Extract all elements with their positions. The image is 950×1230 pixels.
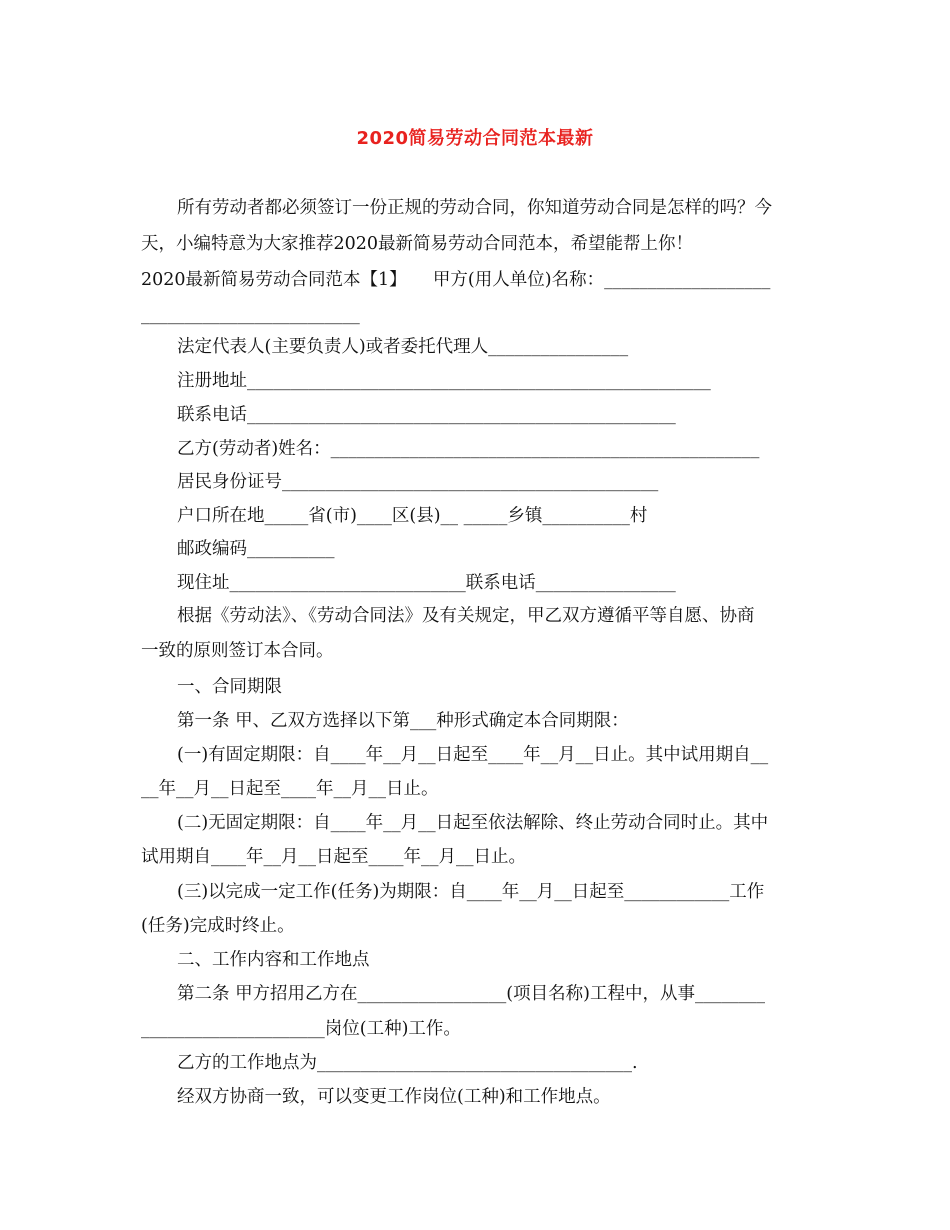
section-heading-work: 二、工作内容和工作地点 <box>177 950 370 970</box>
id-number-line: 居民身份证号___________________________________________ <box>177 472 659 492</box>
section-heading-term: 一、合同期限 <box>177 677 282 697</box>
open-term-line-1: (二)无固定期限：自____年__月__日起至依法解除、终止劳动合同时止。其中 <box>177 813 769 833</box>
article-1-line: 第一条 甲、乙双方选择以下第___种形式确定本合同期限： <box>177 711 629 731</box>
intro-line-1: 所有劳动者都必须签订一份正规的劳动合同，你知道劳动合同是怎样的吗？今 <box>177 198 772 218</box>
document-title: 2020简易劳动合同范本最新 <box>356 128 594 149</box>
party-a-name-line: 2020最新简易劳动合同范本【1】 甲方(用人单位)名称：___________________ <box>141 270 771 290</box>
party-a-name-blank: _________________________ <box>141 305 360 325</box>
open-term-line-2: 试用期自____年__月__日起至____年__月__日止。 <box>141 847 526 867</box>
party-b-name-line: 乙方(劳动者)姓名：_________________________________________________ <box>177 439 760 459</box>
household-registration-line: 户口所在地_____省(市)____区(县)__ _____乡镇__________村 <box>177 506 648 526</box>
task-term-line-2: (任务)完成时终止。 <box>141 916 295 936</box>
work-location-line: 乙方的工作地点为____________________________________. <box>177 1053 638 1073</box>
intro-line-2: 天，小编特意为大家推荐2020最新简易劳动合同范本，希望能帮上你！ <box>141 234 694 254</box>
task-term-line-1: (三)以完成一定工作(任务)为期限：自____年__月__日起至____________工作 <box>177 882 765 902</box>
basis-line-2: 一致的原则签订本合同。 <box>141 641 334 661</box>
article-2-line-1: 第二条 甲方招用乙方在_________________(项目名称)工程中，从事________ <box>177 984 765 1004</box>
current-address-line: 现住址___________________________联系电话________________ <box>177 573 676 593</box>
change-agreement-line: 经双方协商一致，可以变更工作岗位(工种)和工作地点。 <box>177 1087 611 1107</box>
fixed-term-line-2: __年__月__日起至____年__月__日止。 <box>141 779 439 799</box>
phone-line: 联系电话_________________________________________________ <box>177 405 676 425</box>
registered-address-line: 注册地址_____________________________________________________ <box>177 371 711 391</box>
article-2-line-2: _____________________岗位(工种)工作。 <box>141 1019 461 1039</box>
fixed-term-line-1: (一)有固定期限：自____年__月__日起至____年__月__日止。其中试用期自__ <box>177 745 769 765</box>
postal-code-line: 邮政编码__________ <box>177 539 335 559</box>
legal-representative-line: 法定代表人(主要负责人)或者委托代理人________________ <box>177 337 629 357</box>
basis-line-1: 根据《劳动法》、《劳动合同法》及有关规定，甲乙双方遵循平等自愿、协商 <box>177 606 755 626</box>
